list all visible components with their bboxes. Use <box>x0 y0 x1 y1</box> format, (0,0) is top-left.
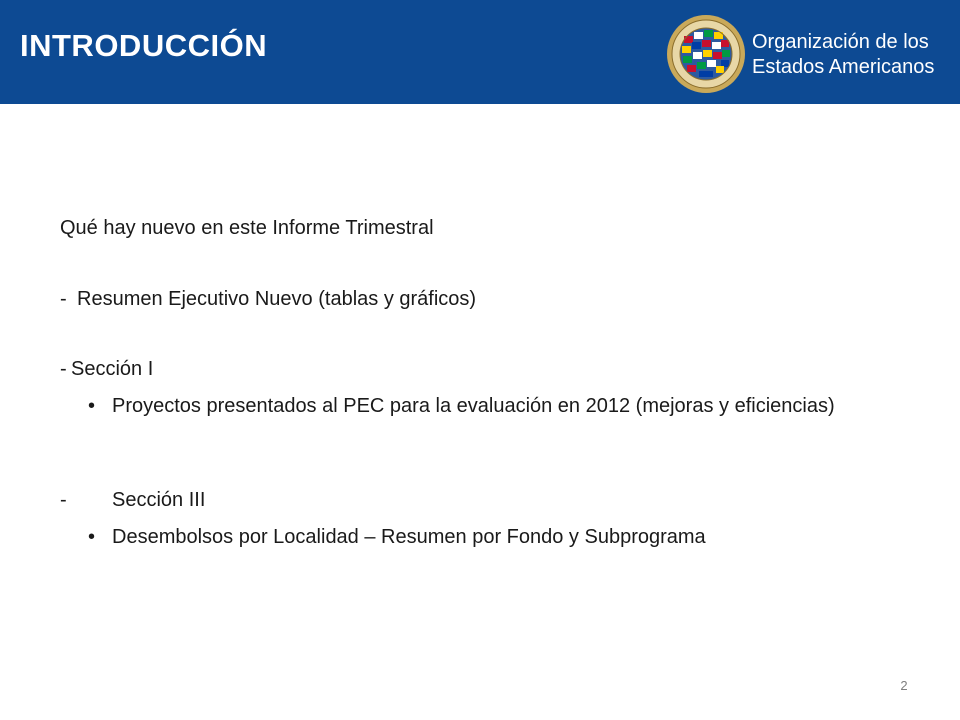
page-number: 2 <box>900 678 908 693</box>
bullet-proyectos: Proyectos presentados al PEC para la evaluación en 2012 (mejoras y eficiencias) <box>112 395 835 417</box>
header-bar <box>0 0 960 104</box>
organization-name-line2: Estados Americanos <box>752 56 935 78</box>
bullet-glyph: • <box>88 395 96 417</box>
bullet-glyph: • <box>88 526 96 548</box>
oas-seal-icon <box>666 14 746 94</box>
item-marker: - <box>60 489 67 511</box>
organization-name <box>752 30 934 80</box>
item-resumen-ejecutivo: Resumen Ejecutivo Nuevo (tablas y gráficos) <box>77 288 477 310</box>
item-seccion-i: Sección I <box>71 358 154 380</box>
body-heading: Qué hay nuevo en este Informe Trimestral <box>60 217 434 239</box>
item-marker: - <box>60 358 67 380</box>
bullet-desembolsos: Desembolsos por Localidad – Resumen por Fondo y Subprograma <box>112 526 706 548</box>
item-seccion-iii: Sección III <box>112 489 206 511</box>
organization-name-line1: Organización de los <box>752 31 929 53</box>
slide-title: INTRODUCCIÓN <box>20 28 268 63</box>
item-marker: - <box>60 288 67 310</box>
